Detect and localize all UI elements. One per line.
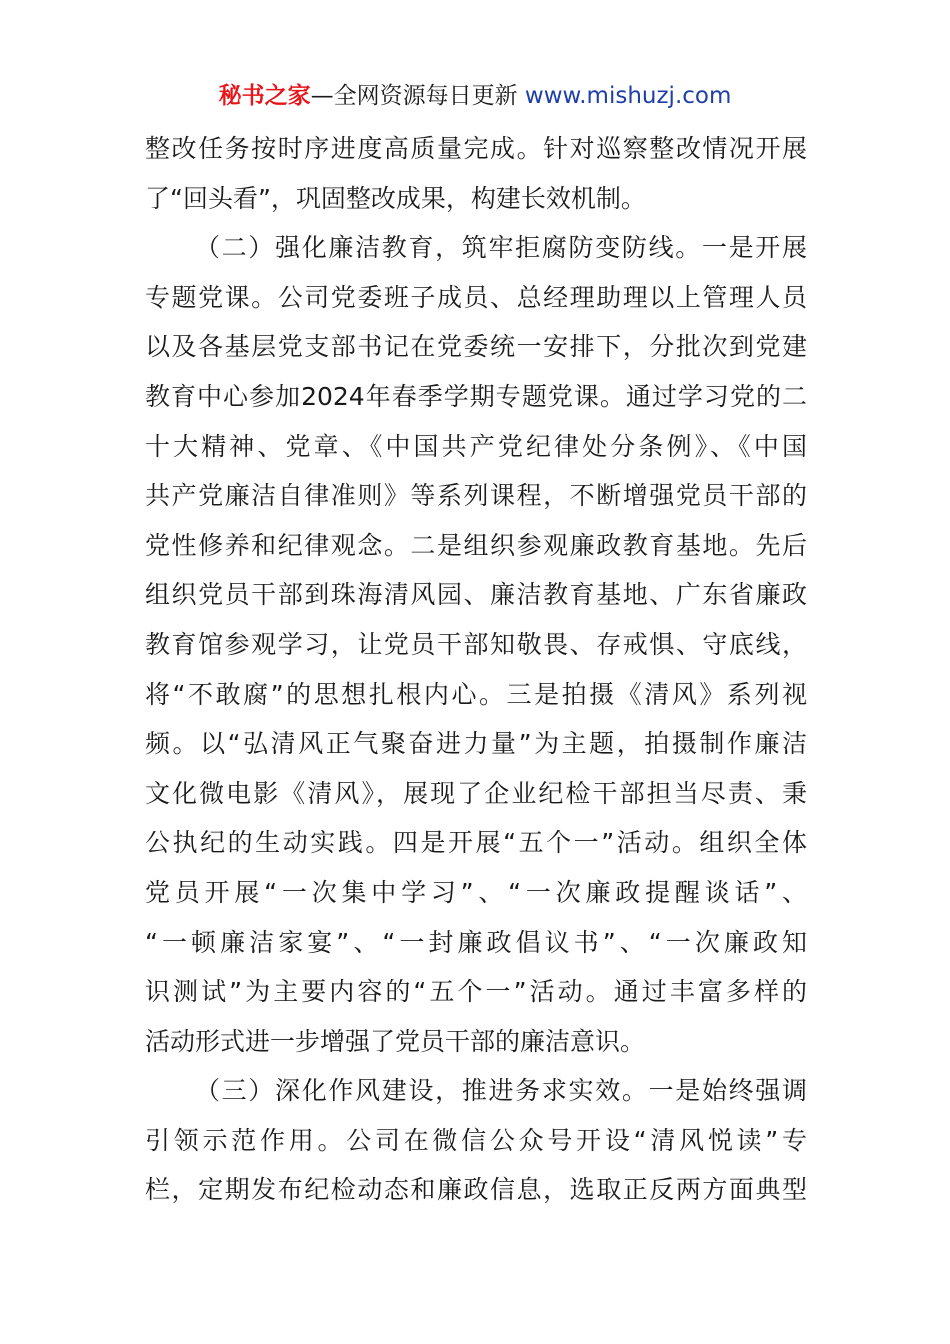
text-line: （三）深化作风建设，推进务求实效。一是始终强调: [195, 1076, 807, 1106]
text-line: 公执纪的生动实践。四是开展“五个一”活动。组织全体: [145, 828, 807, 858]
text-line: “一顿廉洁家宴”、“一封廉政倡议书”、“一次廉政知: [145, 927, 807, 957]
site-url-link[interactable]: www.mishuzj.com: [524, 83, 732, 109]
document-body: [145, 124, 807, 1215]
text-line: 识测试”为主要内容的“五个一”活动。通过丰富多样的: [145, 977, 807, 1007]
text-line: 引领示范作用。公司在微信公众号开设“清风悦读”专: [145, 1125, 807, 1155]
text-line: 共产党廉洁自律准则》等系列课程，不断增强党员干部的: [145, 481, 807, 511]
header-tagline: —全网资源每日更新: [310, 83, 525, 109]
text-line: 组织党员干部到珠海清风园、廉洁教育基地、广东省廉政: [145, 580, 807, 610]
site-watermark-header: [0, 80, 950, 112]
text-line: 党员开展“一次集中学习”、“一次廉政提醒谈话”、: [145, 877, 807, 907]
text-line: 党性修养和纪律观念。二是组织参观廉政教育基地。先后: [145, 530, 807, 560]
brand-name: 秘书之家: [218, 83, 311, 109]
text-line: 十大精神、党章、《中国共产党纪律处分条例》、《中国: [145, 431, 807, 461]
text-line: 专题党课。公司党委班子成员、总经理助理以上管理人员: [145, 282, 807, 312]
text-line: 将“不敢腐”的思想扎根内心。三是拍摄《清风》系列视: [145, 679, 807, 709]
text-line: 教育馆参观学习，让党员干部知敬畏、存戒惧、守底线，: [145, 629, 807, 659]
text-line: 整改任务按时序进度高质量完成。针对巡察整改情况开展: [145, 134, 807, 163]
text-line: 了“回头看”，巩固整改成果，构建长效机制。: [145, 183, 646, 213]
text-line: 教育中心参加2024年春季学期专题党课。通过学习党的二: [145, 381, 807, 411]
text-line: 文化微电影《清风》，展现了企业纪检干部担当尽责、秉: [145, 778, 807, 808]
text-line: 栏，定期发布纪检动态和廉政信息，选取正反两方面典型: [145, 1175, 807, 1205]
text-line: 频。以“弘清风正气聚奋进力量”为主题，拍摄制作廉洁: [145, 729, 807, 759]
text-line: （二）强化廉洁教育，筑牢拒腐防变防线。一是开展: [195, 233, 807, 263]
text-line: 活动形式进一步增强了党员干部的廉洁意识。: [145, 1026, 646, 1056]
text-line: 以及各基层党支部书记在党委统一安排下，分批次到党建: [145, 332, 807, 362]
